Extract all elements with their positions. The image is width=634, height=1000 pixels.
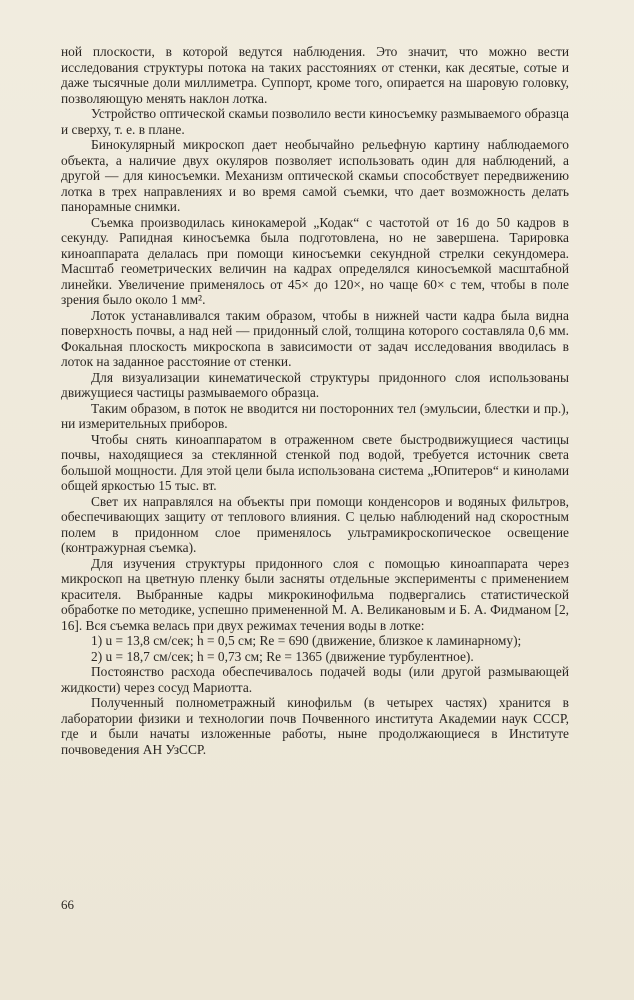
paragraph-10: Для изучения структуры придонного слоя с помощью киноаппарата через микроскоп на цветную пленку были засняты отдельные эксперименты с применением красителя. Выбранные кадры микрокинофильма подвергались статистической обработке по методике, успешно примененной М. А. Великановым и Б. А. Фидманом [2, 16]. Вся съемка велась при двух режимах течения воды в лотке: <box>61 555 569 633</box>
regime-2: 2) u = 18,7 см/сек; h = 0,73 см; Re = 1365 (движение турбулентное). <box>91 648 474 664</box>
body-text <box>61 44 569 757</box>
paragraph-6: Для визуализации кинематической структуры придонного слоя использованы движущиеся частицы размываемого образца. <box>61 369 569 400</box>
paragraph-3: Бинокулярный микроскоп дает необычайно рельефную картину наблюдаемого объекта, а наличие двух окуляров позволяет использовать один для наблюдений, а другой — для киносъемки. Механизм оптической скамьи способствует передвижению лотка в трех направлениях и во время самой съемки, что дает возможность делать панорамные снимки. <box>61 137 569 214</box>
paragraph-1: ной плоскости, в которой ведутся наблюдения. Это значит, что можно вести исследования структуры потока на таких расстояниях от стенки, как десятые, сотые и даже тысячные доли миллиметра. Суппорт, кроме того, опирается на шаровую головку, позволяющую менять наклон лотка. <box>61 44 569 106</box>
paragraph-4: Съемка производилась кинокамерой „Кодак“ с частотой от 16 до 50 кадров в секунду. Рапидная киносъемка была подготовлена, но не завершена. Тарировка киноаппарата делалась при помощи киносъемки секундной стрелки секундомера. Масштаб геометрических величин на кадрах определялся киносъемкой масштабной линейки. Увеличение применялось от 45× до 120×, но чаще 60× с тем, чтобы в поле зрения было около 1 мм². <box>61 214 569 307</box>
page-number: 66 <box>61 897 74 912</box>
paragraph-7: Таким образом, в поток не вводится ни посторонних тел (эмульсии, блестки и пр.), ни измерительных приборов. <box>61 400 569 431</box>
paragraph-8: Чтобы снять киноаппаратом в отраженном свете быстродвижущиеся частицы почвы, находящиеся за стеклянной стенкой под водой, требуется источник света большой мощности. Для этой цели была использована система „Юпитеров“ и кинолами общей яркостью 15 тыс. вт. <box>61 431 569 493</box>
paragraph-14: Полученный полнометражный кинофильм (в четырех частях) хранится в лаборатории физики и технологии почв Почвенного института Академии наук СССР, где и были начаты изложенные работы, ныне продолжающиеся в Институте почвоведения АН УзССР. <box>61 695 569 757</box>
paragraph-5: Лоток устанавливался таким образом, чтобы в нижней части кадра была видна поверхность почвы, а над ней — придонный слой, толщина которого составляла 0,6 мм. Фокальная плоскость микроскопа в зависимости от задач исследования вводилась в лоток на заданное расстояние от стенки. <box>61 307 569 369</box>
paragraph-13: Постоянство расхода обеспечивалось подачей воды (или другой размывающей жидкости) через сосуд Мариотта. <box>61 664 569 695</box>
paragraph-9: Свет их направлялся на объекты при помощи конденсоров и водяных фильтров, обеспечивающих защиту от теплового влияния. С целью наблюдений над скоростным полем в придонном слое применялось ультрамикроскопическое освещение (контражурная съемка). <box>61 493 569 555</box>
regime-1: 1) u = 13,8 см/сек; h = 0,5 см; Re = 690 (движение, близкое к ламинарному); <box>91 633 522 648</box>
paragraph-2: Устройство оптической скамьи позволило вести киносъемку размываемого образца и сверху, т. е. в плане. <box>61 106 569 137</box>
